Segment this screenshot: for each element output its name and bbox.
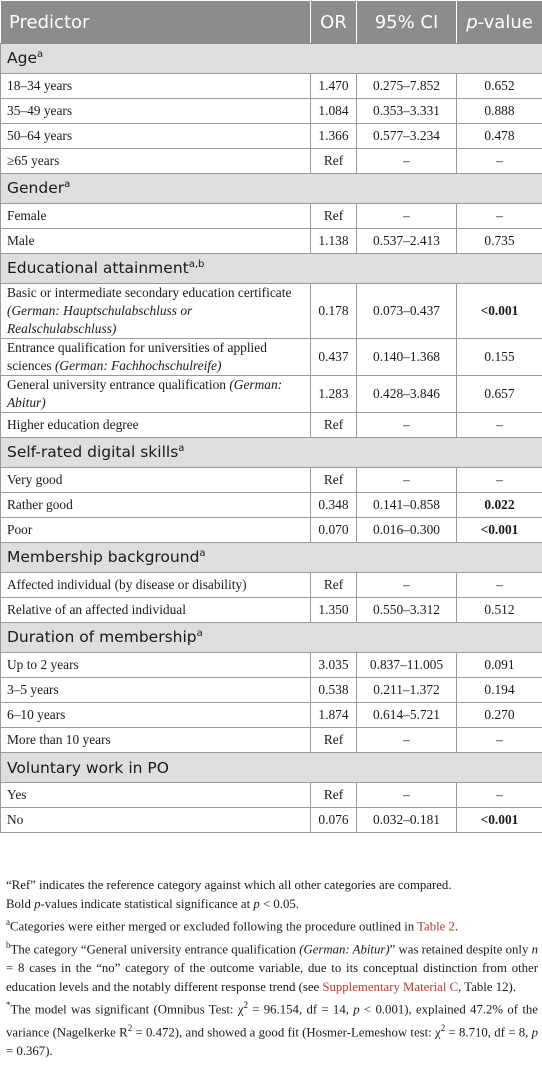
or-cell: 1.366 <box>311 124 357 149</box>
predictor-cell: ≥65 years <box>1 149 311 174</box>
note-ref: “Ref” indicates the reference category against which all other categories are compared. <box>6 878 452 892</box>
predictor-cell: 35–49 years <box>1 99 311 124</box>
or-cell: Ref <box>311 783 357 808</box>
ci-cell: 0.614–5.721 <box>357 703 457 728</box>
predictor-cell: No <box>1 808 311 833</box>
table-notes <box>6 876 538 1060</box>
or-cell: 0.538 <box>311 678 357 703</box>
predictor-cell: Very good <box>1 468 311 493</box>
or-cell: 1.350 <box>311 598 357 623</box>
table-row <box>1 204 542 229</box>
header-ci: 95% CI <box>357 1 457 44</box>
p-value-cell: 0.652 <box>457 74 542 99</box>
or-cell: 1.283 <box>311 376 357 413</box>
predictor-cell: Entrance qualification for universities of applied sciences (German: Fachhochschulreife) <box>1 339 311 376</box>
ci-cell: – <box>357 783 457 808</box>
p-value-cell: 0.022 <box>457 493 542 518</box>
table-row <box>1 74 542 99</box>
predictor-cell: Rather good <box>1 493 311 518</box>
predictor-cell: Yes <box>1 783 311 808</box>
table-row <box>1 376 542 413</box>
section-row <box>1 174 542 204</box>
section-row <box>1 623 542 653</box>
ci-cell: – <box>357 413 457 438</box>
predictor-cell: Higher education degree <box>1 413 311 438</box>
header-row <box>1 1 542 44</box>
note-model: *The model was significant (Omnibus Test: $\chi^2 = 96.154$, df = 14, p < 0.001), explained 47.2% of the variance (Nagelkerke $R^2 = 0.472$), and showed a good fit (Hosmer-Lemeshow test: $\chi^2 = 8.710$, df = 8, p = 0.367). <box>6 1000 538 1058</box>
or-cell: 0.348 <box>311 493 357 518</box>
p-value-cell: – <box>457 204 542 229</box>
table-row <box>1 149 542 174</box>
p-value-cell: 0.888 <box>457 99 542 124</box>
note-bold: Bold p-values indicate statistical significance at p < 0.05. <box>6 896 299 911</box>
header-predictor: Predictor <box>1 1 311 44</box>
p-value-cell: 0.194 <box>457 678 542 703</box>
or-cell: Ref <box>311 204 357 229</box>
predictor-cell: Relative of an affected individual <box>1 598 311 623</box>
section-title: Self-rated digital skills$^a$ <box>1 438 542 468</box>
table2-link[interactable]: Table 2 <box>417 919 455 934</box>
or-cell: 0.437 <box>311 339 357 376</box>
p-value-cell: 0.657 <box>457 376 542 413</box>
table-row <box>1 518 542 543</box>
p-value-cell: 0.735 <box>457 229 542 254</box>
p-value-cell: 0.091 <box>457 653 542 678</box>
table-row <box>1 124 542 149</box>
p-value-cell: – <box>457 728 542 753</box>
or-cell: 1.470 <box>311 74 357 99</box>
or-cell: 3.035 <box>311 653 357 678</box>
predictor-cell: General university entrance qualification (German: Abitur) <box>1 376 311 413</box>
or-cell: 0.076 <box>311 808 357 833</box>
ci-cell: 0.016–0.300 <box>357 518 457 543</box>
ci-cell: 0.140–1.368 <box>357 339 457 376</box>
note-b: $^b$The category “General university entrance qualification (German: Abitur)” was retained despite only n = 8 cases in the “no” category of the outcome variable, due to its conceptual distinction from other education levels and the notably different response trend (see Supplementary Material C, Table 12). <box>6 940 538 994</box>
table-row <box>1 339 542 376</box>
ci-cell: 0.275–7.852 <box>357 74 457 99</box>
section-title: Duration of membership$^a$ <box>1 623 542 653</box>
predictor-cell: Basic or intermediate secondary education certificate (German: Hauptschulabschluss or Realschulabschluss) <box>1 284 311 339</box>
or-cell: Ref <box>311 149 357 174</box>
ci-cell: 0.141–0.858 <box>357 493 457 518</box>
ci-cell: – <box>357 573 457 598</box>
table-row <box>1 808 542 833</box>
predictor-cell: Up to 2 years <box>1 653 311 678</box>
predictor-cell: Poor <box>1 518 311 543</box>
section-row <box>1 753 542 783</box>
or-cell: Ref <box>311 573 357 598</box>
section-row <box>1 254 542 284</box>
table-row <box>1 493 542 518</box>
p-value-cell: 0.270 <box>457 703 542 728</box>
ci-cell: 0.550–3.312 <box>357 598 457 623</box>
table-row <box>1 703 542 728</box>
predictor-cell: 18–34 years <box>1 74 311 99</box>
section-title: Gender$^a$ <box>1 174 542 204</box>
header-p-value: p-value <box>457 1 542 44</box>
predictor-cell: Male <box>1 229 311 254</box>
section-title: Age$^a$ <box>1 44 542 74</box>
predictor-cell: More than 10 years <box>1 728 311 753</box>
table-row <box>1 728 542 753</box>
p-value-cell: 0.478 <box>457 124 542 149</box>
section-row <box>1 44 542 74</box>
section-title: Membership background$^a$ <box>1 543 542 573</box>
ci-cell: 0.837–11.005 <box>357 653 457 678</box>
predictor-cell: 3–5 years <box>1 678 311 703</box>
or-cell: 1.084 <box>311 99 357 124</box>
ci-cell: 0.032–0.181 <box>357 808 457 833</box>
p-value-cell: <0.001 <box>457 284 542 339</box>
or-cell: 0.178 <box>311 284 357 339</box>
predictor-cell: 6–10 years <box>1 703 311 728</box>
predictor-cell: Affected individual (by disease or disability) <box>1 573 311 598</box>
section-row <box>1 438 542 468</box>
table-row <box>1 99 542 124</box>
ci-cell: – <box>357 149 457 174</box>
p-value-cell: <0.001 <box>457 518 542 543</box>
table-row <box>1 653 542 678</box>
table-row <box>1 284 542 339</box>
header-or: OR <box>311 1 357 44</box>
p-value-cell: – <box>457 783 542 808</box>
or-cell: 1.874 <box>311 703 357 728</box>
table-row <box>1 413 542 438</box>
or-cell: Ref <box>311 468 357 493</box>
p-value-cell: – <box>457 573 542 598</box>
p-value-cell: – <box>457 149 542 174</box>
or-cell: Ref <box>311 413 357 438</box>
note-a: $^a$Categories were either merged or excluded following the procedure outlined in Table 2. <box>6 917 459 934</box>
ci-cell: – <box>357 728 457 753</box>
table-row <box>1 468 542 493</box>
section-title: Voluntary work in PO <box>1 753 542 783</box>
table-row <box>1 783 542 808</box>
section-title: Educational attainment$^{a,b}$ <box>1 254 542 284</box>
predictor-cell: Female <box>1 204 311 229</box>
or-cell: 0.070 <box>311 518 357 543</box>
table-row <box>1 678 542 703</box>
ci-cell: 0.353–3.331 <box>357 99 457 124</box>
p-value-cell: 0.512 <box>457 598 542 623</box>
table-row <box>1 573 542 598</box>
or-cell: 1.138 <box>311 229 357 254</box>
p-value-cell: – <box>457 468 542 493</box>
predictor-cell: 50–64 years <box>1 124 311 149</box>
p-value-cell: <0.001 <box>457 808 542 833</box>
ci-cell: 0.211–1.372 <box>357 678 457 703</box>
table-row <box>1 598 542 623</box>
ci-cell: – <box>357 468 457 493</box>
table-row <box>1 229 542 254</box>
or-cell: Ref <box>311 728 357 753</box>
supplementary-link[interactable]: Supplementary Material C <box>322 979 459 994</box>
ci-cell: – <box>357 204 457 229</box>
p-value-cell: 0.155 <box>457 339 542 376</box>
ci-cell: 0.577–3.234 <box>357 124 457 149</box>
ci-cell: 0.073–0.437 <box>357 284 457 339</box>
ci-cell: 0.537–2.413 <box>357 229 457 254</box>
section-row <box>1 543 542 573</box>
p-value-cell: – <box>457 413 542 438</box>
ci-cell: 0.428–3.846 <box>357 376 457 413</box>
